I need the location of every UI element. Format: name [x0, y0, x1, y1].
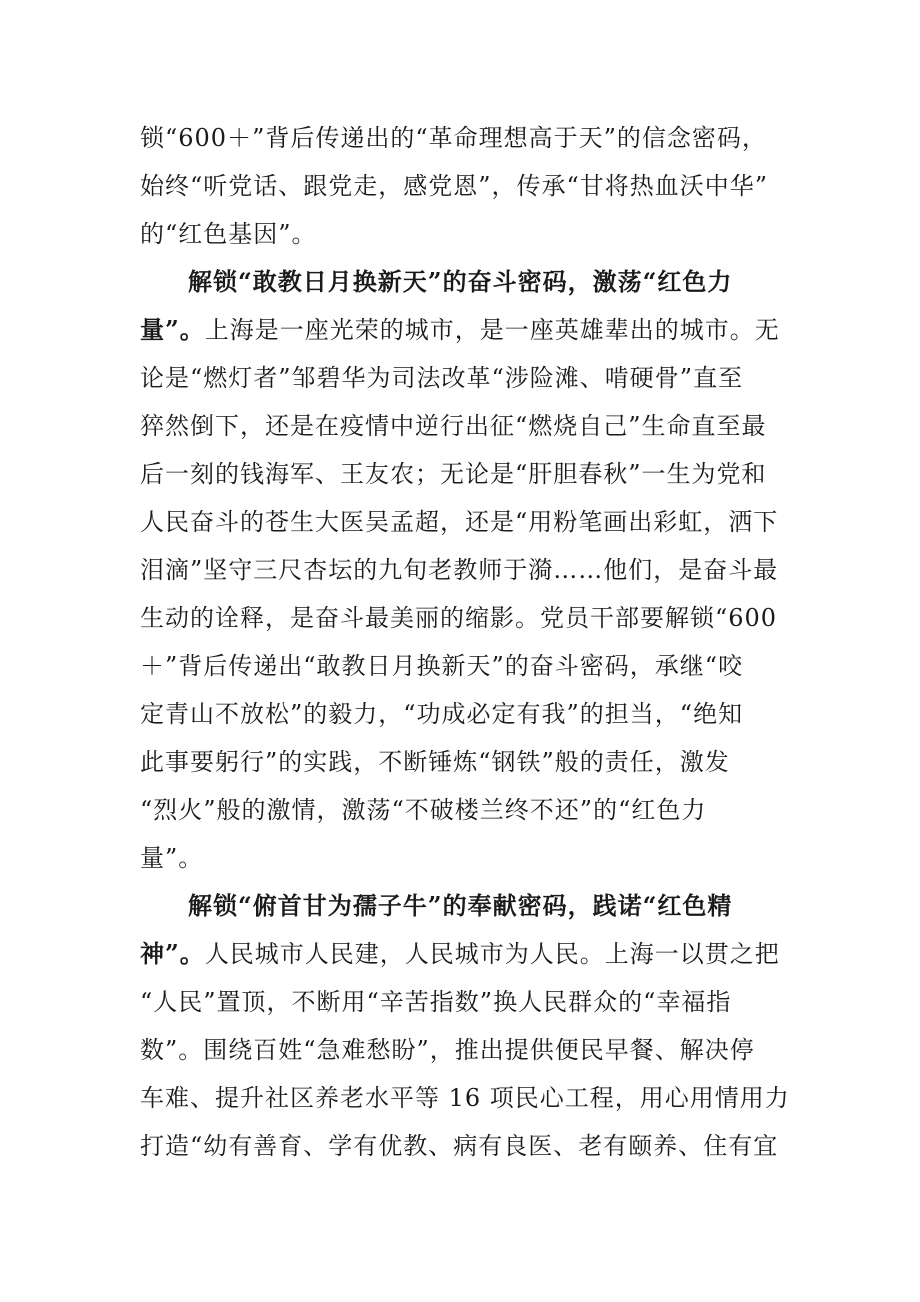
section-heading: 解锁“俯首甘为孺子牛”的奉献密码，践诺“红色精 — [188, 891, 733, 920]
text-line — [140, 118, 800, 158]
section-heading-end: 量”。 — [140, 315, 205, 344]
text-segment: 论是“燃灯者”邹碧华为司法改革“涉险滩、啃硬骨”直至 — [140, 364, 744, 392]
text-segment: 打造“幼有善育、学有优教、病有良医、老有颐养、住有宜 — [140, 1132, 779, 1160]
text-line — [140, 358, 800, 398]
section-heading-line — [188, 886, 848, 926]
text-segment: 数”。围绕百姓“急难愁盼”，推出提供便民早餐、解决停 — [140, 1036, 755, 1064]
text-segment: 车难、提升社区养老水平等 16 项民心工程，用心用情用力 — [140, 1084, 790, 1112]
text-segment: 生动的诠释，是奋斗最美丽的缩影。党员干部要解锁“600 — [140, 604, 778, 632]
text-segment: 人民奋斗的苍生大医吴孟超，还是“用粉笔画出彩虹，洒下 — [140, 508, 779, 536]
text-line — [140, 1078, 800, 1118]
text-line — [140, 550, 800, 590]
text-segment: 的“红色基因”。 — [140, 220, 317, 248]
section-heading-line — [188, 262, 848, 302]
text-segment: 此事要躬行”的实践，不断锤炼“钢铁”般的责任，激发 — [140, 748, 730, 776]
text-line — [140, 790, 800, 830]
text-line — [140, 310, 800, 350]
text-line — [140, 406, 800, 446]
text-line — [140, 646, 800, 686]
text-segment: “烈火”般的激情，激荡“不破楼兰终不还”的“红色力 — [140, 796, 707, 824]
section-heading-end: 神”。 — [140, 939, 205, 968]
text-line — [140, 934, 800, 974]
text-segment: 猝然倒下，还是在疫情中逆行出征“燃烧自己”生命直至最 — [140, 412, 767, 440]
text-line — [140, 166, 800, 206]
text-line — [140, 1126, 800, 1166]
text-segment: “人民”置顶，不断用“辛苦指数”换人民群众的“幸福指 — [140, 988, 732, 1016]
text-line — [140, 502, 800, 542]
text-line — [140, 742, 800, 782]
text-line — [140, 694, 800, 734]
text-segment: 泪滴”坚守三尺杏坛的九旬老教师于漪……他们，是奋斗最 — [140, 556, 779, 584]
text-line — [140, 1030, 800, 1070]
section-heading: 解锁“敢教日月换新天”的奋斗密码，激荡“红色力 — [188, 267, 733, 296]
text-segment: 锁“600＋”背后传递出的“革命理想高于天”的信念密码， — [140, 124, 767, 152]
text-segment: 后一刻的钱海军、王友农；无论是“肝胆春秋”一生为党和 — [140, 460, 767, 488]
text-line — [140, 598, 800, 638]
text-segment: 人民城市人民建，人民城市为人民。上海一以贯之把 — [204, 940, 780, 968]
text-segment: 量”。 — [140, 844, 204, 872]
text-segment: 定青山不放松”的毅力，“功成必定有我”的担当，“绝知 — [140, 700, 744, 728]
text-line — [140, 454, 800, 494]
text-line — [140, 982, 800, 1022]
text-segment: 始终“听党话、跟党走，感党恩”，传承“甘将热血沃中华” — [140, 172, 769, 200]
text-segment: ＋”背后传递出“敢教日月换新天”的奋斗密码，承继“咬 — [140, 652, 744, 680]
text-segment: 上海是一座光荣的城市，是一座英雄辈出的城市。无 — [204, 316, 780, 344]
text-line — [140, 838, 800, 878]
text-line — [140, 214, 800, 254]
